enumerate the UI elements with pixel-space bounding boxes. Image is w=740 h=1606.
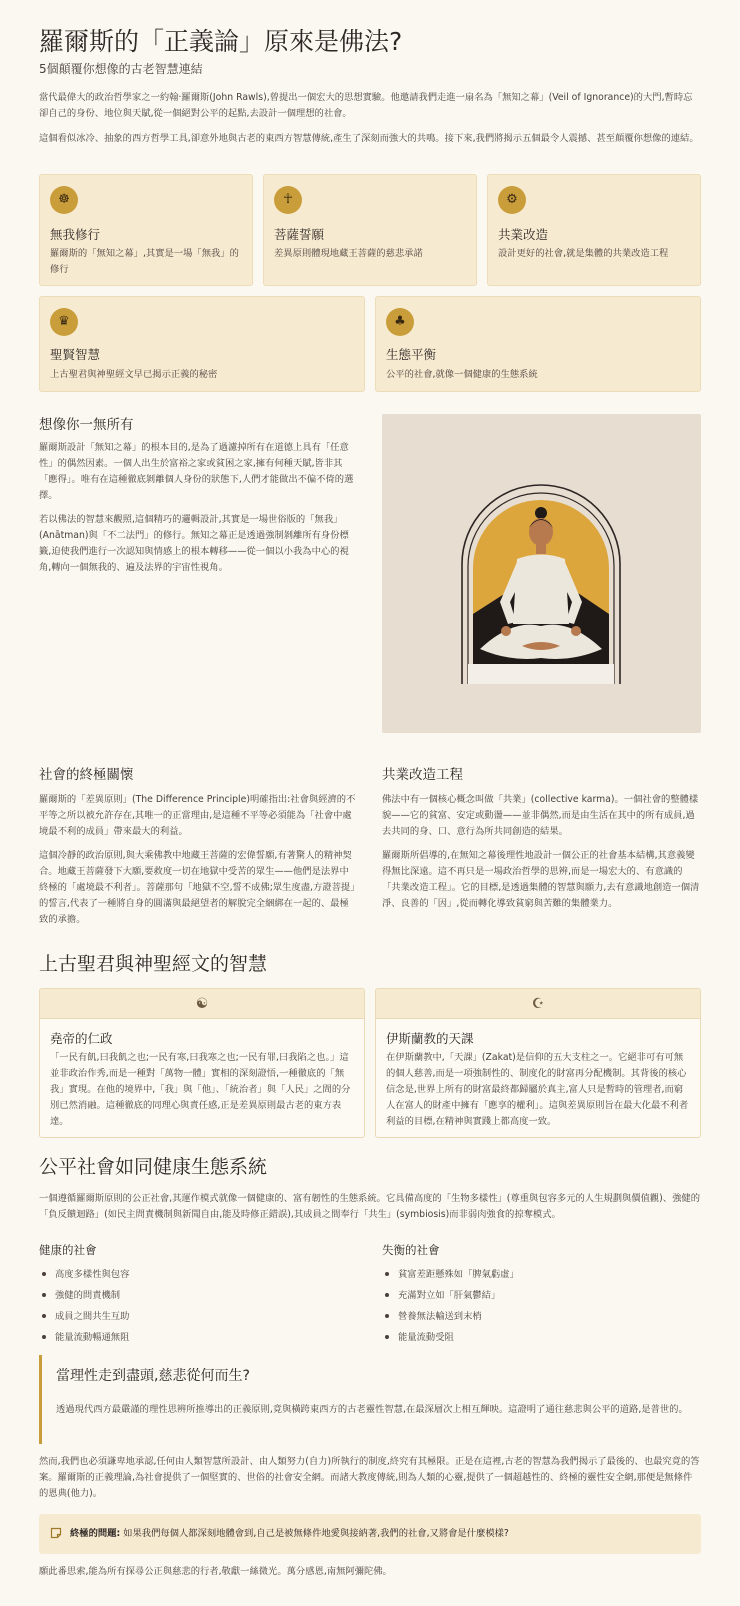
card-collective-karma (487, 174, 701, 286)
meditation-illustration (382, 414, 701, 733)
card-title: 共業改造 (498, 227, 549, 242)
ecology-icon: ♣ (386, 308, 414, 336)
card-no-self (39, 174, 253, 286)
meditation-icon: ☸ (50, 186, 78, 214)
card-zakat (375, 988, 701, 1138)
intro-paragraph-1: 當代最偉大的政治哲學家之一約翰·羅爾斯(John Rawls),曾提出一個宏大的思想實驗。他邀請我們走進一扇名為「無知之幕」(Veil of Ignorance)的大門,暫時忘卻自己的身份、地位與天賦,從一個絕對公平的起點,去設計一個理想的社會。 (39, 92, 693, 119)
concern-paragraph-2: 這個冷靜的政治原則,與大乘佛教中地藏王菩薩的宏偉誓願,有著驚人的精神契合。地藏王菩薩發下大願,要救度一切在地獄中受苦的眾生——他們是法界中終極的「處境最不利者」。菩薩那句「地獄不空,誓不成佛;眾生度盡,方證菩提」的誓言,代表了一種將自身的圓滿與最絕望者的解脫完全綑綁在一起的、最極致的承擔。 (39, 850, 355, 925)
section-heading-concern: 社會的終極關懷 (39, 767, 134, 783)
card-title: 無我修行 (50, 227, 101, 242)
intro-paragraph-2: 這個看似冰冷、抽象的西方哲學工具,卻意外地與古老的東西方智慧傳統,產生了深刻而強大的共鳴。接下來,我們將揭示五個最令人震撼、甚至顛覆你想像的連結。 (39, 133, 699, 144)
list-item: 貧富差距懸殊如「脾氣虧虛」 (382, 1264, 701, 1285)
card-desc: 「一民有飢,曰我飢之也;一民有寒,曰我寒之也;一民有罪,曰我陷之也。」這並非政治作秀,而是一種對「萬物一體」實相的深刻證悟,一種徹底的「無我」實現。在他的境界中,「我」與「他」、「統治者」與「人民」之間的分別已然消融。這種徹底的同理心與責任感,正是差異原則最古老的東方表達。 (50, 1052, 351, 1127)
ultimate-question-box (39, 1514, 701, 1554)
ecology-intro: 一個遵循羅爾斯原則的公正社會,其運作模式就像一個健康的、富有韌性的生態系統。它具備高度的「生物多樣性」(尊重與包容多元的人生規劃與價值觀)、強健的「負反饋迴路」(如民主問責機制與新聞自由,能及時修正錯誤),其成員之間奉行「共生」(symbiosis)而非弱肉強食的掠奪模式。 (39, 1193, 700, 1220)
imagine-paragraph-2: 若以佛法的智慧來觀照,這個精巧的邏輯設計,其實是一場世俗版的「無我」(Anātman)與「不二法門」的修行。無知之幕正是透過強制剝離所有身份標籤,迫使我們進行一次認知與情感上的根本轉移——從一個以小我為中心的視角,轉向一個無我的、遍及法界的宇宙性視角。 (39, 514, 349, 573)
card-desc: 羅爾斯的「無知之幕」,其實是一場「無我」的修行 (50, 248, 239, 275)
card-title: 伊斯蘭教的天課 (386, 1031, 474, 1046)
healthy-society-heading: 健康的社會 (39, 1243, 97, 1257)
card-ecology (375, 296, 701, 392)
list-item: 強健的問責機制 (39, 1285, 357, 1306)
question-text: 如果我們每個人都深刻地體會到,自己是被無條件地愛與接納著,我們的社會,又將會是什麼模樣? (123, 1528, 509, 1539)
society-icon: ⚙ (498, 186, 526, 214)
unbalanced-society-heading: 失衡的社會 (382, 1243, 440, 1257)
concern-paragraph-1: 羅爾斯的「差異原則」(The Difference Principle)明確指出:社會與經濟的不平等之所以被允許存在,其唯一的正當理由,是這種不平等必須能為「社會中處境最不利的成員」帶來最大的利益。 (39, 794, 356, 837)
card-desc: 差異原則體現地藏王菩薩的慈悲承諾 (274, 248, 423, 259)
callout-text: 透過現代西方最嚴謹的理性思辨所推導出的正義原則,竟與橫跨東西方的古老靈性智慧,在最深層次上相互輝映。這證明了通往慈悲與公平的道路,是普世的。 (56, 1404, 688, 1415)
sage-icon: ♛ (50, 308, 78, 336)
card-title: 堯帝的仁政 (50, 1031, 113, 1046)
bodhisattva-icon: ☥ (274, 186, 302, 214)
healthy-society-list (39, 1264, 357, 1348)
imagine-paragraph-1: 羅爾斯設計「無知之幕」的根本目的,是為了過濾掉所有在道德上具有「任意性」的偶然因素。一個人出生於富裕之家或貧困之家,擁有何種天賦,皆非其「應得」。唯有在這種徹底剝離個人身份的狀態下,人們才能做出不偏不倚的選擇。 (39, 442, 354, 501)
card-desc: 上古聖君與神聖經文早已揭示正義的秘密 (50, 369, 218, 380)
card-title: 生態平衡 (386, 347, 437, 362)
card-desc: 公平的社會,就像一個健康的生態系統 (386, 369, 538, 380)
card-title: 聖賢智慧 (50, 347, 101, 362)
list-item: 充滿對立如「肝氣鬱結」 (382, 1285, 701, 1306)
closing-paragraph: 然而,我們也必須謙卑地承認,任何由人類智慧所設計、由人類努力(自力)所執行的制度,終究有其極限。正是在這裡,古老的智慧為我們揭示了最後的、也最究竟的答案。羅爾斯的正義理論,為社會提供了一個堅實的、世俗的社會安全網。而諸大教度傳統,則為人類的心靈,提供了一個超越性的、終極的靈性安全網,那便是無條件的恩典(他力)。 (39, 1456, 700, 1499)
callout-heading: 當理性走到盡頭,慈悲從何而生? (56, 1368, 250, 1384)
karma-paragraph-2: 羅爾斯所倡導的,在無知之幕後理性地設計一個公正的社會基本結構,其意義變得無比深遠。這不再只是一場政治哲學的思辨,而是一場宏大的、有意識的「共業改造工程」。它的目標,是透過集體的智慧與願力,去有意識地創造一個清淨、良善的「因」,從而轉化導致貧窮與苦難的集體業力。 (382, 850, 700, 909)
yin-yang-icon: ☯ (40, 989, 364, 1019)
card-desc: 在伊斯蘭教中,「天課」(Zakat)是信仰的五大支柱之一。它絕非可有可無的個人慈善,而是一項強制性的、制度化的財富再分配機制。其背後的核心信念是,世界上所有的財富最終都歸屬於真主,富人只是暫時的管理者,而窮人在富人的財產中擁有「應享的權利」。這與差異原則旨在最大化最不利者利益的目標,在精神與實踐上都高度一致。 (386, 1052, 689, 1127)
page-subtitle: 5個顛覆你想像的古老智慧連結 (39, 62, 203, 76)
card-yao (39, 988, 365, 1138)
list-item: 高度多樣性與包容 (39, 1264, 357, 1285)
list-item: 營養無法輸送到末梢 (382, 1306, 701, 1327)
card-desc: 設計更好的社會,就是集體的共業改造工程 (498, 248, 669, 259)
section-heading-ecology: 公平社會如同健康生態系統 (39, 1156, 268, 1178)
list-item: 能量流動受阻 (382, 1327, 701, 1348)
page-title: 羅爾斯的「正義論」原來是佛法? (39, 27, 403, 56)
list-item: 能量流動暢通無阻 (39, 1327, 357, 1348)
section-heading-wisdom: 上古聖君與神聖經文的智慧 (39, 953, 268, 975)
section-heading-imagine: 想像你一無所有 (39, 417, 134, 433)
reflection-callout (39, 1355, 701, 1444)
crescent-icon: ☪ (376, 989, 700, 1019)
list-item: 成員之間共生互助 (39, 1306, 357, 1327)
section-heading-karma: 共業改造工程 (382, 767, 463, 783)
final-blessing: 願此番思索,能為所有探尋公正與慈悲的行者,敬獻一絲微光。萬分感恩,南無阿彌陀佛。 (39, 1566, 392, 1577)
unbalanced-society-list (382, 1264, 701, 1348)
question-label: 終極的問題: (70, 1528, 121, 1539)
note-icon (50, 1527, 62, 1539)
ultimate-question (70, 1526, 509, 1542)
card-bodhisattva-vow (263, 174, 477, 286)
card-title: 菩薩誓願 (274, 227, 325, 242)
karma-paragraph-1: 佛法中有一個核心概念叫做「共業」(collective karma)。一個社會的整體樣貌——它的貧富、安定或動盪——並非偶然,而是由生活在其中的所有成員,過去共同的身、口、意行為所共同創造的結果。 (382, 794, 699, 837)
card-sage-wisdom (39, 296, 365, 392)
